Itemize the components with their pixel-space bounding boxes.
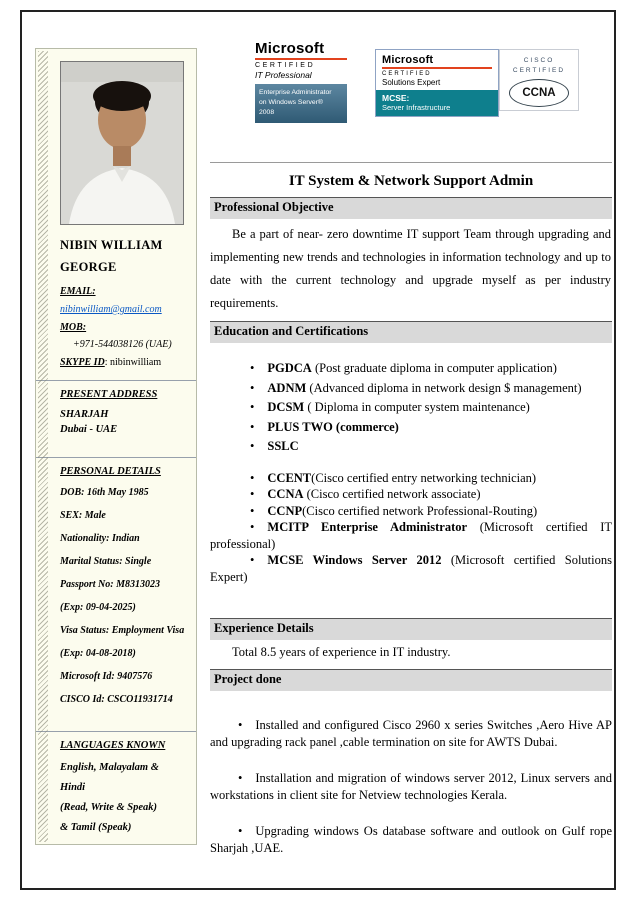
project-description: Upgrading windows Os database software and outlook on Gulf rope Sharjah ,UAE. bbox=[210, 824, 612, 855]
project-list bbox=[210, 717, 612, 857]
certification-description: (Microsoft certified Solutions Expert) bbox=[210, 553, 612, 584]
present-address-section bbox=[36, 380, 196, 445]
certification-list bbox=[210, 470, 612, 586]
bullet-icon: • bbox=[250, 380, 255, 395]
personal-detail-row: Visa Status: Employment Visa bbox=[60, 625, 185, 636]
personal-detail-row: Passport No: M8313023 bbox=[60, 579, 161, 590]
personal-detail-row: CISCO Id: CSCO11931714 bbox=[60, 694, 173, 705]
certified-text: CERTIFIED bbox=[382, 71, 432, 77]
decorative-hatch-strip bbox=[38, 51, 48, 842]
skype-id: : nibinwilliam bbox=[104, 357, 162, 368]
certification-description: (Microsoft certified IT professional) bbox=[210, 520, 612, 551]
certification-description: (Cisco certified network Professional-Routing) bbox=[302, 503, 538, 518]
present-address-header: PRESENT ADDRESS bbox=[60, 389, 158, 400]
mobile-label: MOB: bbox=[60, 322, 87, 333]
languages-list bbox=[60, 758, 190, 838]
certification-description: (Cisco certified network associate) bbox=[303, 487, 481, 501]
mcitp-banner-line: 2008 bbox=[259, 109, 275, 117]
it-professional-text: IT Professional bbox=[255, 70, 312, 80]
solutions-expert-text: Solutions Expert bbox=[382, 78, 441, 87]
certification-description: (Cisco certified entry networking technician) bbox=[311, 470, 537, 485]
certified-text: CERTIFIED bbox=[255, 62, 316, 69]
bullet-icon: • bbox=[238, 771, 243, 785]
project-item bbox=[210, 770, 612, 804]
cisco-certified-text bbox=[500, 56, 578, 76]
personal-detail-row: Nationality: Indian bbox=[60, 533, 140, 544]
personal-detail-row: Microsoft Id: 9407576 bbox=[60, 671, 153, 682]
mcse-logo-top bbox=[376, 50, 498, 90]
mcse-banner-sub: Server Infrastructure bbox=[382, 103, 451, 112]
portrait-photo bbox=[60, 61, 184, 225]
bullet-icon: • bbox=[238, 718, 243, 732]
mcse-banner bbox=[376, 90, 498, 116]
diploma-description: (Advanced diploma in network design $ management) bbox=[306, 380, 582, 395]
diploma-description: ( Diploma in computer system maintenance) bbox=[304, 400, 530, 414]
project-description: Installation and migration of windows server 2012, Linux servers and workstations in client site for Netview technologies Kerala. bbox=[210, 771, 612, 802]
bullet-icon: • bbox=[250, 487, 255, 501]
bullet-icon: • bbox=[250, 470, 255, 485]
address-line: Dubai - UAE bbox=[60, 424, 118, 435]
diploma-list bbox=[210, 359, 612, 457]
bullet-icon: • bbox=[238, 824, 243, 838]
email-link[interactable]: nibinwilliam@gmail.com bbox=[60, 304, 162, 315]
certification-acronym: CCNP bbox=[267, 503, 303, 518]
bullet-icon: • bbox=[250, 419, 255, 434]
red-rule bbox=[255, 58, 347, 60]
certification-acronym: CCNA bbox=[267, 487, 304, 501]
candidate-name bbox=[60, 234, 190, 278]
bullet-icon: • bbox=[250, 553, 255, 567]
languages-header: LANGUAGES KNOWN bbox=[60, 740, 166, 751]
certification-item bbox=[210, 503, 612, 520]
diploma-item bbox=[210, 437, 612, 457]
portrait-photo-graphic bbox=[61, 62, 183, 224]
mcitp-banner bbox=[255, 84, 347, 123]
personal-detail-row: SEX: Male bbox=[60, 510, 106, 521]
personal-details-list bbox=[60, 481, 190, 711]
mcitp-banner-line: Enterprise Administrator bbox=[259, 89, 332, 96]
certified-text: CERTIFIED bbox=[512, 66, 566, 74]
diploma-item bbox=[210, 379, 612, 399]
ccna-logo bbox=[499, 49, 579, 111]
bullet-icon: • bbox=[250, 520, 255, 534]
section-header-experience: Experience Details bbox=[210, 618, 612, 640]
personal-detail-row: (Exp: 09-04-2025) bbox=[60, 602, 136, 613]
email-label: EMAIL: bbox=[60, 286, 96, 297]
language-line: & Tamil (Speak) bbox=[60, 822, 132, 833]
certification-acronym: MCITP Enterprise Administrator bbox=[267, 520, 468, 534]
candidate-name-line2: GEORGE bbox=[60, 260, 117, 274]
diploma-acronym: PLUS TWO (commerce) bbox=[267, 419, 399, 434]
certification-logos bbox=[210, 40, 612, 124]
address-line: SHARJAH bbox=[60, 409, 109, 420]
red-rule bbox=[382, 67, 492, 69]
certification-acronym: MCSE Windows Server 2012 bbox=[267, 553, 442, 567]
diploma-description: (Post graduate diploma in computer application) bbox=[311, 361, 557, 375]
bullet-icon: • bbox=[250, 503, 255, 518]
title-block bbox=[210, 162, 612, 197]
diploma-item bbox=[210, 418, 612, 438]
objective-paragraph: Be a part of near- zero downtime IT support Team through upgrading and implementing new trends and technologies in information technology and up to date with the current technology and upgrade myself as per industry requirements. bbox=[210, 227, 611, 310]
contact-block bbox=[60, 286, 190, 368]
page-title: IT System & Network Support Admin bbox=[288, 173, 534, 189]
certification-item bbox=[210, 470, 612, 487]
diploma-acronym: DCSM bbox=[267, 400, 305, 414]
candidate-name-line1: NIBIN WILLIAM bbox=[60, 238, 163, 252]
diploma-item bbox=[210, 359, 612, 379]
section-header-education: Education and Certifications bbox=[210, 321, 612, 343]
experience-summary: Total 8.5 years of experience in IT industry. bbox=[232, 645, 451, 659]
sidebar bbox=[35, 48, 197, 845]
bullet-icon: • bbox=[250, 400, 255, 414]
mcse-logo bbox=[375, 49, 499, 117]
certification-item bbox=[210, 486, 612, 503]
ccna-oval-badge: CCNA bbox=[509, 79, 569, 107]
certification-item bbox=[210, 552, 612, 585]
personal-detail-row: Marital Status: Single bbox=[60, 556, 152, 567]
microsoft-logo-text: Microsoft bbox=[255, 40, 325, 57]
personal-detail-row: DOB: 16th May 1985 bbox=[60, 487, 149, 498]
cisco-text: CISCO bbox=[523, 57, 555, 64]
bullet-icon: • bbox=[250, 439, 255, 453]
skype-label: SKYPE ID bbox=[60, 357, 105, 368]
mcitp-logo bbox=[255, 40, 347, 123]
personal-detail-row: (Exp: 04-08-2018) bbox=[60, 648, 136, 659]
certification-acronym: CCENT bbox=[267, 470, 312, 485]
mobile-number: +971-544038126 (UAE) bbox=[73, 339, 172, 350]
mcse-banner-title: MCSE: bbox=[382, 93, 410, 103]
project-item bbox=[210, 717, 612, 751]
project-description: Installed and configured Cisco 2960 x series Switches ,Aero Hive AP and upgrading rack panel ,cable termination on site for AWTS Dubai. bbox=[210, 718, 612, 749]
section-header-projects: Project done bbox=[210, 669, 612, 691]
section-header-professional-objective: Professional Objective bbox=[210, 197, 612, 219]
language-line: (Read, Write & Speak) bbox=[60, 802, 158, 813]
microsoft-logo-text: Microsoft bbox=[382, 54, 434, 66]
mcitp-banner-line: on Windows Server® bbox=[259, 99, 323, 107]
project-item bbox=[210, 823, 612, 857]
diploma-acronym: ADNM bbox=[267, 380, 307, 395]
languages-section bbox=[36, 731, 196, 846]
diploma-acronym: PGDCA bbox=[267, 361, 312, 375]
certification-item bbox=[210, 519, 612, 552]
language-line: English, Malayalam & bbox=[60, 762, 159, 773]
personal-details-section bbox=[36, 457, 196, 719]
diploma-item bbox=[210, 398, 612, 418]
personal-details-header: PERSONAL DETAILS bbox=[60, 466, 161, 477]
diploma-acronym: SSLC bbox=[267, 439, 299, 453]
language-line: Hindi bbox=[60, 782, 86, 793]
main-column bbox=[210, 40, 612, 876]
bullet-icon: • bbox=[250, 361, 255, 375]
